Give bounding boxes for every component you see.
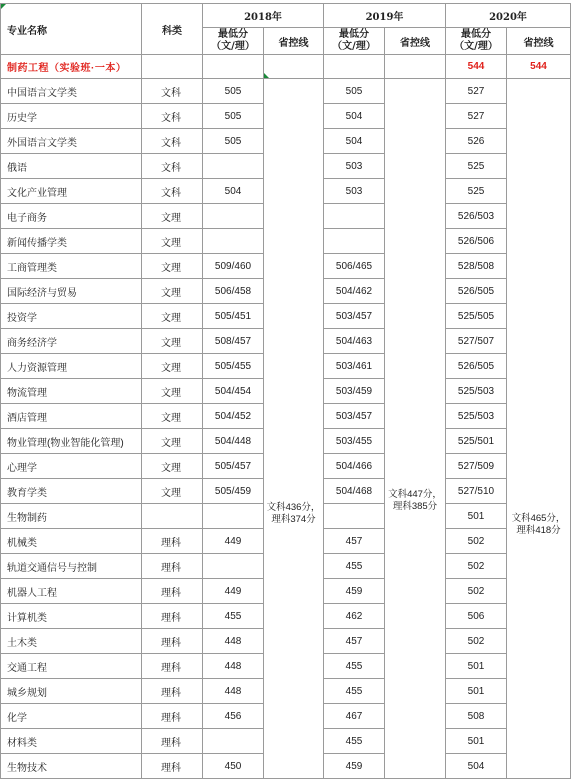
min-score-2019: 457	[324, 629, 385, 654]
min-score-2019: 455	[324, 679, 385, 704]
category: 文理	[142, 404, 203, 429]
category: 文理	[142, 254, 203, 279]
min-score-2020: 526/505	[446, 354, 507, 379]
min-score-2018: 506/458	[203, 279, 264, 304]
min-score-2018: 505	[203, 79, 264, 104]
min-score-2018: 505	[203, 129, 264, 154]
min-score-2020: 501	[446, 729, 507, 754]
category: 文科	[142, 179, 203, 204]
min-score-2019: 455	[324, 654, 385, 679]
min-score-2019: 455	[324, 729, 385, 754]
min-score-2020: 527/507	[446, 329, 507, 354]
min-score-2019: 503/461	[324, 354, 385, 379]
min-score-2019	[324, 504, 385, 529]
header-major: 专业名称	[1, 4, 142, 55]
category: 文理	[142, 479, 203, 504]
category: 文理	[142, 379, 203, 404]
min-score-2019: 503	[324, 154, 385, 179]
category: 理科	[142, 679, 203, 704]
category: 文理	[142, 354, 203, 379]
min-score-2020: 504	[446, 754, 507, 779]
min-score-2018: 449	[203, 529, 264, 554]
highlight-row	[1, 55, 571, 79]
major-name: 材料类	[1, 729, 142, 754]
major-name: 生物技术	[1, 754, 142, 779]
min-score-2018: 455	[203, 604, 264, 629]
min-score-2019: 457	[324, 529, 385, 554]
category: 文科	[142, 79, 203, 104]
min-score-2019: 503/459	[324, 379, 385, 404]
header-min-score-2020: 最低分 （文/理）	[446, 28, 507, 55]
min-score-2020: 502	[446, 529, 507, 554]
header-year-2018: 2018年	[203, 4, 324, 28]
min-score-2019: 504/463	[324, 329, 385, 354]
category: 文科	[142, 129, 203, 154]
major-name: 交通工程	[1, 654, 142, 679]
major-name: 新闻传播学类	[1, 229, 142, 254]
min-score-2018	[203, 229, 264, 254]
highlight-row-control-2020: 544	[507, 55, 571, 79]
min-score-2018: 456	[203, 704, 264, 729]
category: 文理	[142, 229, 203, 254]
category: 文理	[142, 329, 203, 354]
min-score-2020: 525	[446, 179, 507, 204]
highlight-row-control-2018	[264, 55, 324, 79]
major-name: 历史学	[1, 104, 142, 129]
category: 文理	[142, 304, 203, 329]
control-line-2020: 文科465分， 理科418分	[507, 79, 571, 779]
min-score-2019: 505	[324, 79, 385, 104]
major-name: 计算机类	[1, 604, 142, 629]
min-score-2020: 502	[446, 629, 507, 654]
min-score-2019: 504/468	[324, 479, 385, 504]
major-name: 投资学	[1, 304, 142, 329]
highlight-row-category	[142, 55, 203, 79]
major-name: 外国语言文学类	[1, 129, 142, 154]
control-line-2019: 文科447分， 理科385分	[385, 79, 446, 779]
header-category: 科类	[142, 4, 203, 55]
major-name: 文化产业管理	[1, 179, 142, 204]
min-score-2018: 448	[203, 654, 264, 679]
min-score-2020: 525/505	[446, 304, 507, 329]
category: 文理	[142, 204, 203, 229]
major-name: 教育学类	[1, 479, 142, 504]
min-score-2018	[203, 154, 264, 179]
min-score-2019: 459	[324, 579, 385, 604]
major-name: 生物制药	[1, 504, 142, 529]
min-score-2019: 506/465	[324, 254, 385, 279]
highlight-row-name: 制药工程（实验班·一本）	[1, 55, 142, 79]
min-score-2020: 502	[446, 554, 507, 579]
min-score-2019: 503	[324, 179, 385, 204]
header-control-2020: 省控线	[507, 28, 571, 55]
min-score-2018: 505/451	[203, 304, 264, 329]
min-score-2019: 455	[324, 554, 385, 579]
major-name: 商务经济学	[1, 329, 142, 354]
min-score-2020: 527/509	[446, 454, 507, 479]
major-name: 中国语言文学类	[1, 79, 142, 104]
category: 文科	[142, 154, 203, 179]
major-name: 物业管理(物业智能化管理)	[1, 429, 142, 454]
min-score-2018: 505/457	[203, 454, 264, 479]
admission-score-table	[0, 3, 571, 779]
min-score-2018: 505/455	[203, 354, 264, 379]
category	[142, 504, 203, 529]
min-score-2018	[203, 204, 264, 229]
highlight-row-control-2019	[385, 55, 446, 79]
min-score-2018: 450	[203, 754, 264, 779]
min-score-2020: 525/503	[446, 404, 507, 429]
table-row	[1, 79, 571, 104]
header-min-score-2018: 最低分 （文/理）	[203, 28, 264, 55]
min-score-2019	[324, 229, 385, 254]
min-score-2018	[203, 504, 264, 529]
min-score-2018	[203, 729, 264, 754]
min-score-2018: 509/460	[203, 254, 264, 279]
major-name: 物流管理	[1, 379, 142, 404]
min-score-2020: 526/505	[446, 279, 507, 304]
min-score-2020: 525	[446, 154, 507, 179]
min-score-2019: 503/457	[324, 404, 385, 429]
category: 理科	[142, 554, 203, 579]
header-control-2018: 省控线	[264, 28, 324, 55]
min-score-2018: 504/448	[203, 429, 264, 454]
category: 理科	[142, 754, 203, 779]
major-name: 人力资源管理	[1, 354, 142, 379]
min-score-2020: 526/503	[446, 204, 507, 229]
min-score-2020: 506	[446, 604, 507, 629]
min-score-2020: 502	[446, 579, 507, 604]
major-name: 城乡规划	[1, 679, 142, 704]
min-score-2019: 467	[324, 704, 385, 729]
min-score-2020: 526	[446, 129, 507, 154]
min-score-2020: 525/501	[446, 429, 507, 454]
min-score-2020: 501	[446, 504, 507, 529]
header-year-2019: 2019年	[324, 4, 446, 28]
min-score-2020: 527/510	[446, 479, 507, 504]
min-score-2019: 503/455	[324, 429, 385, 454]
header-min-score-2019: 最低分 （文/理）	[324, 28, 385, 55]
category: 文理	[142, 279, 203, 304]
min-score-2018: 504/454	[203, 379, 264, 404]
min-score-2019: 503/457	[324, 304, 385, 329]
category: 理科	[142, 704, 203, 729]
category: 理科	[142, 604, 203, 629]
major-name: 心理学	[1, 454, 142, 479]
highlight-row-score-2020: 544	[446, 55, 507, 79]
major-name: 机械类	[1, 529, 142, 554]
major-name: 土木类	[1, 629, 142, 654]
category: 理科	[142, 654, 203, 679]
highlight-row-score-2018	[203, 55, 264, 79]
min-score-2018: 505/459	[203, 479, 264, 504]
highlight-row-score-2019	[324, 55, 385, 79]
major-name: 国际经济与贸易	[1, 279, 142, 304]
control-line-2018: 文科436分， 理科374分	[264, 79, 324, 779]
major-name: 轨道交通信号与控制	[1, 554, 142, 579]
min-score-2020: 526/506	[446, 229, 507, 254]
min-score-2019: 504/466	[324, 454, 385, 479]
category: 文理	[142, 454, 203, 479]
min-score-2020: 501	[446, 654, 507, 679]
major-name: 化学	[1, 704, 142, 729]
min-score-2020: 525/503	[446, 379, 507, 404]
min-score-2018: 448	[203, 679, 264, 704]
category: 理科	[142, 729, 203, 754]
major-name: 酒店管理	[1, 404, 142, 429]
major-name: 电子商务	[1, 204, 142, 229]
category: 文科	[142, 104, 203, 129]
min-score-2019: 504	[324, 129, 385, 154]
category: 理科	[142, 579, 203, 604]
major-name: 俄语	[1, 154, 142, 179]
min-score-2019: 462	[324, 604, 385, 629]
category: 理科	[142, 629, 203, 654]
min-score-2020: 527	[446, 104, 507, 129]
major-name: 机器人工程	[1, 579, 142, 604]
category: 理科	[142, 529, 203, 554]
category: 文理	[142, 429, 203, 454]
min-score-2020: 527	[446, 79, 507, 104]
min-score-2018: 448	[203, 629, 264, 654]
min-score-2020: 501	[446, 679, 507, 704]
min-score-2020: 508	[446, 704, 507, 729]
min-score-2018: 449	[203, 579, 264, 604]
min-score-2018: 505	[203, 104, 264, 129]
min-score-2019	[324, 204, 385, 229]
min-score-2018	[203, 554, 264, 579]
min-score-2019: 504/462	[324, 279, 385, 304]
min-score-2020: 528/508	[446, 254, 507, 279]
min-score-2019: 459	[324, 754, 385, 779]
min-score-2018: 504/452	[203, 404, 264, 429]
min-score-2018: 504	[203, 179, 264, 204]
min-score-2019: 504	[324, 104, 385, 129]
min-score-2018: 508/457	[203, 329, 264, 354]
header-control-2019: 省控线	[385, 28, 446, 55]
major-name: 工商管理类	[1, 254, 142, 279]
header-year-2020: 2020年	[446, 4, 571, 28]
